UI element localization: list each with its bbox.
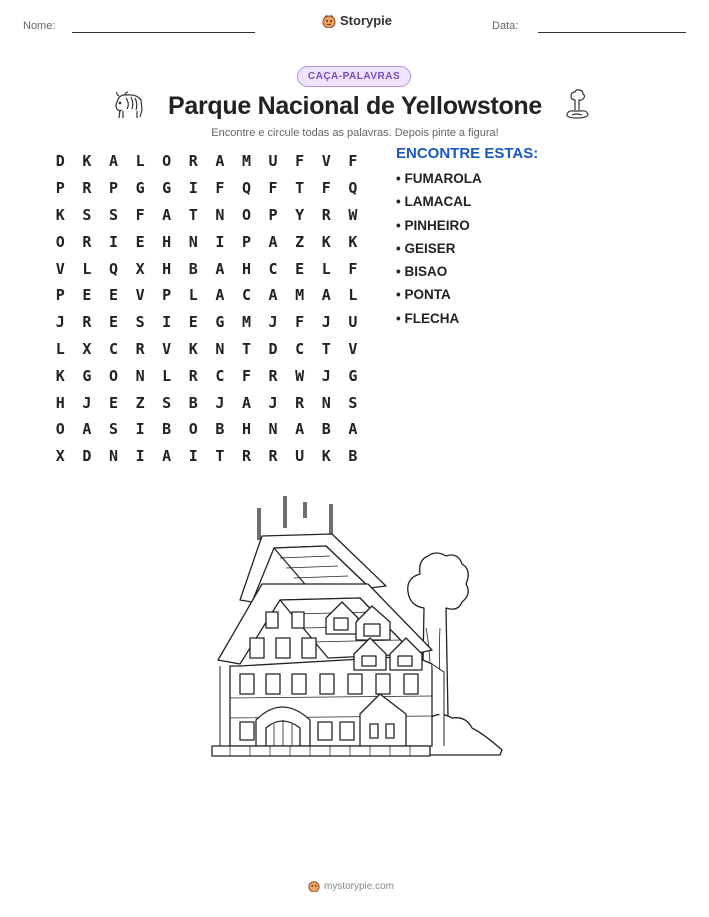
grid-row (47, 148, 366, 175)
grid-cell[interactable]: I (188, 179, 198, 198)
grid-cell[interactable]: L (82, 259, 92, 278)
grid-cell[interactable]: X (135, 259, 145, 278)
grid-cell[interactable]: I (135, 420, 145, 439)
lodge-geyser-illustration (200, 488, 505, 763)
grid-cell[interactable]: T (215, 447, 225, 466)
grid-cell[interactable]: R (241, 447, 251, 466)
grid-cell[interactable]: K (348, 232, 358, 251)
grid-cell[interactable]: P (55, 179, 65, 198)
grid-cell[interactable]: E (108, 286, 118, 305)
footer (308, 880, 394, 892)
geyser-icon (562, 88, 592, 122)
brand-name: Storypie (340, 13, 393, 28)
grid-cell[interactable]: M (295, 286, 305, 305)
grid-cell[interactable]: B (348, 447, 358, 466)
grid-cell[interactable]: N (268, 420, 278, 439)
grid-cell[interactable]: A (162, 205, 172, 224)
word-item: • FUMAROLA (396, 171, 482, 194)
grid-cell[interactable]: D (55, 152, 65, 171)
grid-cell[interactable]: V (135, 286, 145, 305)
grid-row (47, 228, 366, 255)
grid-cell[interactable]: J (82, 393, 92, 412)
grid-cell[interactable]: F (321, 179, 331, 198)
grid-cell[interactable]: O (188, 420, 198, 439)
grid-cell[interactable]: C (295, 339, 305, 358)
grid-cell[interactable]: G (135, 179, 145, 198)
grid-cell[interactable]: T (241, 339, 251, 358)
grid-cell[interactable]: P (162, 286, 172, 305)
grid-row (47, 202, 366, 229)
grid-cell[interactable]: I (108, 232, 118, 251)
grid-cell[interactable]: L (321, 259, 331, 278)
grid-row (47, 282, 366, 309)
grid-cell[interactable]: F (135, 205, 145, 224)
grid-cell[interactable]: G (82, 366, 92, 385)
grid-cell[interactable]: E (108, 313, 118, 332)
grid-cell[interactable]: H (162, 232, 172, 251)
grid-cell[interactable]: F (295, 152, 305, 171)
grid-cell[interactable]: C (241, 286, 251, 305)
grid-cell[interactable]: L (135, 152, 145, 171)
storypie-logo-icon (322, 14, 336, 28)
grid-cell[interactable]: U (348, 313, 358, 332)
grid-cell[interactable]: T (188, 205, 198, 224)
word-item: • BISAO (396, 264, 482, 287)
grid-cell[interactable]: B (188, 393, 198, 412)
grid-cell[interactable]: H (241, 259, 251, 278)
grid-cell[interactable]: F (295, 313, 305, 332)
grid-cell[interactable]: H (241, 420, 251, 439)
date-label: Data: (492, 20, 519, 32)
grid-cell[interactable]: I (215, 232, 225, 251)
grid-cell[interactable]: E (135, 232, 145, 251)
grid-cell[interactable]: L (55, 339, 65, 358)
footer-url[interactable]: mystorypie.com (324, 880, 395, 892)
grid-cell[interactable]: O (241, 205, 251, 224)
brand (322, 13, 392, 28)
grid-cell[interactable]: N (215, 205, 225, 224)
grid-cell[interactable]: S (135, 313, 145, 332)
grid-cell[interactable]: J (268, 313, 278, 332)
grid-cell[interactable]: R (82, 232, 92, 251)
grid-cell[interactable]: W (295, 366, 305, 385)
grid-cell[interactable]: J (55, 313, 65, 332)
grid-cell[interactable]: N (215, 339, 225, 358)
grid-cell[interactable]: N (321, 393, 331, 412)
grid-cell[interactable]: N (108, 447, 118, 466)
grid-cell[interactable]: C (108, 339, 118, 358)
grid-cell[interactable]: S (82, 205, 92, 224)
grid-cell[interactable]: Q (108, 259, 118, 278)
grid-cell[interactable]: L (162, 366, 172, 385)
grid-cell[interactable]: B (162, 420, 172, 439)
page-title: Parque Nacional de Yellowstone (168, 92, 542, 120)
grid-cell[interactable]: L (348, 286, 358, 305)
grid-cell[interactable]: I (135, 447, 145, 466)
grid-row (47, 443, 366, 470)
word-item: • FLECHA (396, 311, 482, 334)
grid-row (47, 416, 366, 443)
grid-cell[interactable]: R (82, 179, 92, 198)
grid-cell[interactable]: D (82, 447, 92, 466)
grid-cell[interactable]: U (268, 152, 278, 171)
grid-cell[interactable]: S (162, 393, 172, 412)
grid-cell[interactable]: R (268, 366, 278, 385)
grid-cell[interactable]: E (188, 313, 198, 332)
grid-cell[interactable]: A (215, 259, 225, 278)
grid-cell[interactable]: G (215, 313, 225, 332)
grid-cell[interactable]: V (348, 339, 358, 358)
word-search-grid (47, 148, 366, 470)
grid-cell[interactable]: O (55, 420, 65, 439)
grid-cell[interactable]: E (295, 259, 305, 278)
grid-cell[interactable]: N (135, 366, 145, 385)
grid-cell[interactable]: V (321, 152, 331, 171)
date-line[interactable] (538, 32, 686, 33)
grid-row (47, 175, 366, 202)
grid-cell[interactable]: A (268, 286, 278, 305)
grid-row (47, 309, 366, 336)
grid-cell[interactable]: A (295, 420, 305, 439)
grid-cell[interactable]: X (55, 447, 65, 466)
grid-cell[interactable]: R (295, 393, 305, 412)
grid-cell[interactable]: R (188, 152, 198, 171)
grid-cell[interactable]: S (108, 420, 118, 439)
grid-cell[interactable]: K (55, 366, 65, 385)
grid-cell[interactable]: R (268, 447, 278, 466)
word-item: • LAMACAL (396, 194, 482, 217)
grid-cell[interactable]: F (215, 179, 225, 198)
grid-cell[interactable]: P (108, 179, 118, 198)
grid-cell[interactable]: A (241, 393, 251, 412)
grid-cell[interactable]: J (321, 313, 331, 332)
grid-cell[interactable]: L (188, 286, 198, 305)
grid-cell[interactable]: S (108, 205, 118, 224)
grid-cell[interactable]: K (321, 232, 331, 251)
grid-cell[interactable]: E (82, 286, 92, 305)
grid-cell[interactable]: F (241, 366, 251, 385)
grid-cell[interactable]: K (321, 447, 331, 466)
grid-cell[interactable]: X (82, 339, 92, 358)
grid-cell[interactable]: B (188, 259, 198, 278)
grid-cell[interactable]: A (215, 286, 225, 305)
grid-cell[interactable]: M (241, 313, 251, 332)
instructions: Encontre e circule todas as palavras. Depois pinte a figura! (211, 127, 499, 139)
grid-cell[interactable]: B (321, 420, 331, 439)
grid-row (47, 255, 366, 282)
grid-cell[interactable]: O (108, 366, 118, 385)
grid-cell[interactable]: A (268, 232, 278, 251)
name-line[interactable] (72, 32, 255, 33)
grid-cell[interactable]: R (135, 339, 145, 358)
grid-cell[interactable]: O (162, 152, 172, 171)
word-list (396, 171, 482, 334)
grid-cell[interactable]: H (162, 259, 172, 278)
word-item: • PINHEIRO (396, 218, 482, 241)
grid-cell[interactable]: O (55, 232, 65, 251)
grid-cell[interactable]: R (82, 313, 92, 332)
grid-row (47, 362, 366, 389)
grid-cell[interactable]: T (295, 179, 305, 198)
grid-cell[interactable]: C (215, 366, 225, 385)
bison-icon (113, 90, 147, 122)
grid-cell[interactable]: Q (241, 179, 251, 198)
grid-cell[interactable]: D (268, 339, 278, 358)
grid-cell[interactable]: Z (135, 393, 145, 412)
grid-cell[interactable]: Z (295, 232, 305, 251)
grid-cell[interactable]: Y (295, 205, 305, 224)
grid-cell[interactable]: N (188, 232, 198, 251)
grid-cell[interactable]: Q (348, 179, 358, 198)
word-item: • GEISER (396, 241, 482, 264)
grid-cell[interactable]: G (348, 366, 358, 385)
grid-cell[interactable]: A (348, 420, 358, 439)
grid-cell[interactable]: J (215, 393, 225, 412)
word-item: • PONTA (396, 287, 482, 310)
grid-cell[interactable]: A (82, 420, 92, 439)
grid-cell[interactable]: F (348, 259, 358, 278)
grid-cell[interactable]: G (162, 179, 172, 198)
grid-cell[interactable]: S (348, 393, 358, 412)
grid-cell[interactable]: P (241, 232, 251, 251)
grid-cell[interactable]: T (321, 339, 331, 358)
grid-row (47, 389, 366, 416)
grid-cell[interactable]: E (108, 393, 118, 412)
grid-cell[interactable]: H (55, 393, 65, 412)
grid-cell[interactable]: A (321, 286, 331, 305)
grid-cell[interactable]: J (268, 393, 278, 412)
grid-cell[interactable]: C (268, 259, 278, 278)
grid-cell[interactable]: B (215, 420, 225, 439)
grid-cell[interactable]: M (241, 152, 251, 171)
grid-cell[interactable]: R (188, 366, 198, 385)
grid-cell[interactable]: R (321, 205, 331, 224)
grid-cell[interactable]: A (162, 447, 172, 466)
word-list-heading: ENCONTRE ESTAS: (396, 145, 539, 162)
grid-cell[interactable]: K (82, 152, 92, 171)
grid-cell[interactable]: K (55, 205, 65, 224)
grid-cell[interactable]: A (215, 152, 225, 171)
grid-cell[interactable]: P (55, 286, 65, 305)
storypie-logo-icon (308, 880, 320, 892)
grid-cell[interactable]: V (162, 339, 172, 358)
grid-cell[interactable]: W (348, 205, 358, 224)
grid-cell[interactable]: U (295, 447, 305, 466)
grid-cell[interactable]: I (188, 447, 198, 466)
category-badge: CAÇA-PALAVRAS (297, 66, 411, 87)
grid-cell[interactable]: A (108, 152, 118, 171)
grid-cell[interactable]: J (321, 366, 331, 385)
grid-cell[interactable]: V (55, 259, 65, 278)
grid-cell[interactable]: I (162, 313, 172, 332)
grid-cell[interactable]: P (268, 205, 278, 224)
grid-row (47, 336, 366, 363)
name-label: Nome: (23, 20, 56, 32)
grid-cell[interactable]: F (348, 152, 358, 171)
grid-cell[interactable]: K (188, 339, 198, 358)
grid-cell[interactable]: F (268, 179, 278, 198)
